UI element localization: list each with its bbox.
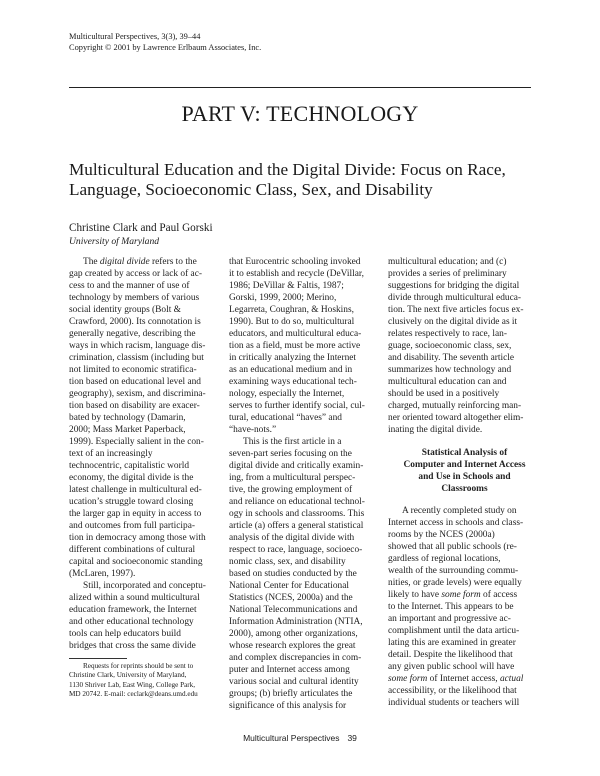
col1-line: alized within a sound multicultural: [69, 593, 200, 603]
col2-line: National Telecommunications and: [229, 605, 358, 615]
footnote-line: Requests for reprints should be sent to: [83, 662, 194, 670]
header-rule: [69, 87, 531, 88]
col3-line: showed that all public schools (re-: [388, 542, 517, 552]
col2-line: Legarreta, Coughran, & Hoskins,: [229, 305, 354, 315]
col2-line: respect to race, language, socioeco-: [229, 545, 363, 555]
col2-line: that Eurocentric schooling invoked: [229, 257, 361, 267]
col1-line: latest challenge in multicultural ed-: [69, 485, 202, 495]
col2-line: significance of this analysis for: [229, 701, 347, 711]
col2-line: in critically analyzing the Internet: [229, 353, 357, 363]
col3-line: charged, mutually reinforcing man-: [388, 401, 522, 411]
col1-line: bridges that cross the same divide: [69, 641, 196, 651]
authors: Christine Clark and Paul Gorski: [69, 222, 213, 234]
col3-line: an important and progressive ac-: [388, 614, 511, 624]
footnote-line: Christine Clark, University of Maryland,: [69, 671, 187, 680]
article-title-line-1: Multicultural Education and the Digital Divide: Focus on Race,: [69, 160, 506, 179]
col2-line: article (a) offers a general statistical: [229, 521, 364, 531]
footnote-line: MD 20742. E-mail: ceclark@deans.umd.edu: [69, 690, 198, 699]
col1-line: ways in which racism, language dis-: [69, 341, 206, 351]
body-column-1: [69, 256, 222, 652]
col1-line: not limited to economic stratifica-: [69, 365, 197, 375]
col2-line: nology, especially the Internet,: [229, 389, 345, 399]
col3-line: to the Internet. This appears to be: [388, 602, 514, 612]
col2-line: various social and cultural identity: [229, 677, 359, 687]
section-heading-line: Computer and Internet Access: [403, 460, 526, 470]
col1-line: technology by members of various: [69, 293, 200, 303]
col1-line: crimination, classism (including but: [69, 353, 204, 363]
col3-line: ner oriented toward altogether elim-: [388, 413, 524, 423]
col3-line: suggestions for bridging the digital: [388, 281, 520, 291]
col2-line: groups; (b) briefly articulates the: [229, 689, 353, 699]
col2-line: educators, and multicultural educa-: [229, 329, 362, 339]
col3-line: tion. The next five articles focus ex-: [388, 305, 524, 315]
copyright-line: Copyright © 2001 by Lawrence Erlbaum Associates, Inc.: [69, 43, 262, 52]
col3-line: any given public school will have: [388, 662, 515, 672]
col2-line: as an educational medium and in: [229, 365, 353, 375]
body-column-2: [229, 256, 382, 712]
col3-line: provides a series of preliminary: [388, 269, 507, 279]
col2-line: Gorski, 1999, 2000; Merino,: [229, 293, 337, 303]
col2-line: nomic class, sex, and disability: [229, 557, 346, 567]
col1-line: ucation’s struggle toward closing: [69, 497, 194, 507]
col1-line: 1999). Especially salient in the con-: [69, 437, 204, 447]
col2-line: puter and Internet access among: [229, 665, 350, 675]
col1-line: bated by technology (Damarin,: [69, 413, 186, 423]
journal-citation: Multicultural Perspectives, 3(3), 39–44: [69, 32, 201, 41]
footnote-line: 1130 Shriver Lab, East Wing, College Park,: [69, 680, 196, 689]
part-heading: PART V: TECHNOLOGY: [181, 101, 419, 126]
col1-line: The digital divide refers to the: [83, 257, 197, 267]
col2-line: it to establish and recycle (DeVillar,: [229, 269, 364, 279]
col2-line: and reliance on educational technol-: [229, 497, 365, 507]
article-title-line-2: Language, Socioeconomic Class, Sex, and Disability: [69, 180, 433, 199]
col3-line: guage, socioeconomic class, sex,: [388, 341, 512, 351]
author-block: [69, 222, 213, 248]
section-heading-line: Statistical Analysis of: [421, 448, 508, 458]
col3-line: should be used in a positively: [388, 389, 500, 399]
footnote: [69, 662, 229, 700]
col1-line: technocentric, capitalistic world: [69, 461, 190, 471]
col1-line: the larger gap in equity in access to: [69, 509, 202, 519]
col1-line: generally negative, describing the: [69, 329, 196, 339]
col1-line: text of an increasingly: [69, 449, 153, 459]
col1-line: social identity groups (Bolt &: [69, 305, 181, 315]
col3-line: summarizes how technology and: [388, 365, 512, 375]
col2-line: examining ways educational tech-: [229, 377, 357, 387]
col1-line: different combinations of cultural: [69, 545, 196, 555]
col3-line: accessibility, or the likelihood that: [388, 686, 517, 696]
col3-line: A recently completed study on: [402, 506, 517, 516]
col2-line: 1986; DeVillar & Faltis, 1987;: [229, 281, 344, 291]
col2-line: whose research explores the great: [229, 641, 356, 651]
col2-line: ogy in schools and classrooms. This: [229, 509, 365, 519]
col3-line: some form of Internet access, actual: [388, 674, 524, 684]
article-title: [69, 160, 539, 200]
col2-line: tive, the growing employment of: [229, 485, 353, 495]
col3-line: Internet access in schools and class-: [388, 518, 524, 528]
page-footer: [0, 733, 600, 743]
col1-line: tools can help educators build: [69, 629, 181, 639]
col2-line: National Center for Educational: [229, 581, 350, 591]
col1-line: education framework, the Internet: [69, 605, 197, 615]
col1-line: tion based on disability are exacer-: [69, 401, 200, 411]
col2-line: analysis of the digital divide with: [229, 533, 355, 543]
col3-line: clusively on the digital divide as it: [388, 317, 518, 327]
col1-line: cess to and the manner of use of: [69, 281, 190, 291]
col2-line: seven-part series focusing on the: [229, 449, 352, 459]
col2-line: This is the first article in a: [243, 437, 342, 447]
col2-line: Statistics (NCES, 2000a) and the: [229, 593, 353, 603]
col3-line: lating this are examined in greater: [388, 638, 516, 648]
col2-line: Information Administration (NTIA,: [229, 617, 363, 627]
journal-header: [69, 31, 261, 53]
col2-line: serves to further identify social, cul-: [229, 401, 365, 411]
col2-line: ing, from a multicultural perspec-: [229, 473, 356, 483]
col1-line: and other educational technology: [69, 617, 194, 627]
col3-line: gardless of regional locations,: [388, 554, 501, 564]
col3-line: nities, or grade levels) were equally: [388, 578, 522, 588]
section-heading: [388, 447, 541, 495]
col2-line: 2000), among other organizations,: [229, 629, 358, 639]
col3-line: individual students or teachers will: [388, 698, 520, 708]
col1-line: Still, incorporated and conceptu-: [83, 581, 206, 591]
col1-line: Crawford, 2000). Its connotation is: [69, 317, 201, 327]
col3-line: and disability. The seventh article: [388, 353, 515, 363]
col1-line: capital and socioeconomic standing: [69, 557, 203, 567]
footer-journal: Multicultural Perspectives: [243, 733, 340, 743]
affiliation: University of Maryland: [69, 236, 160, 247]
col2-line: and complex discrepancies in com-: [229, 653, 362, 663]
col1-line: 2000; Mass Market Paperback,: [69, 425, 186, 435]
col1-line: tion based on educational level and: [69, 377, 201, 387]
col2-line: digital divide and critically examin-: [229, 461, 364, 471]
body-column-3: [388, 256, 541, 709]
col3-line: inating the digital divide.: [388, 425, 483, 435]
col1-line: economy, the digital divide is the: [69, 473, 194, 483]
col3-line: multicultural education can and: [388, 377, 507, 387]
col1-line: geography), sexism, and discrimina-: [69, 389, 206, 399]
section-heading-line: Classrooms: [441, 484, 488, 494]
col3-line: multicultural education; and (c): [388, 257, 507, 267]
col2-line: 1990). But to do so, multicultural: [229, 317, 355, 327]
col3-line: divide through multicultural educa-: [388, 293, 522, 303]
page-number: 39: [347, 733, 357, 743]
col3-line: detail. Despite the likelihood that: [388, 650, 513, 660]
col3-line: wealth of the surrounding commu-: [388, 566, 519, 576]
col1-line: and outcomes from full participa-: [69, 521, 195, 531]
section-heading-line: and Use in Schools and: [418, 472, 511, 482]
col2-line: based on studies conducted by the: [229, 569, 357, 579]
col2-line: tion as a field, must be more active: [229, 341, 361, 351]
col3-line: relates respectively to race, lan-: [388, 329, 507, 339]
col3-line: rooms by the NCES (2000a): [388, 530, 495, 540]
col1-line: (McLaren, 1997).: [69, 569, 136, 579]
col2-line: “have-nots.”: [229, 425, 277, 435]
footnote-rule: [69, 658, 127, 659]
col1-line: tion in democracy among those with: [69, 533, 206, 543]
col3-line: likely to have some form of access: [388, 590, 518, 600]
col2-line: tural, educational “haves” and: [229, 413, 342, 423]
col3-line: complishment until the data articu-: [388, 626, 520, 636]
col1-line: gap created by access or lack of ac-: [69, 269, 202, 279]
